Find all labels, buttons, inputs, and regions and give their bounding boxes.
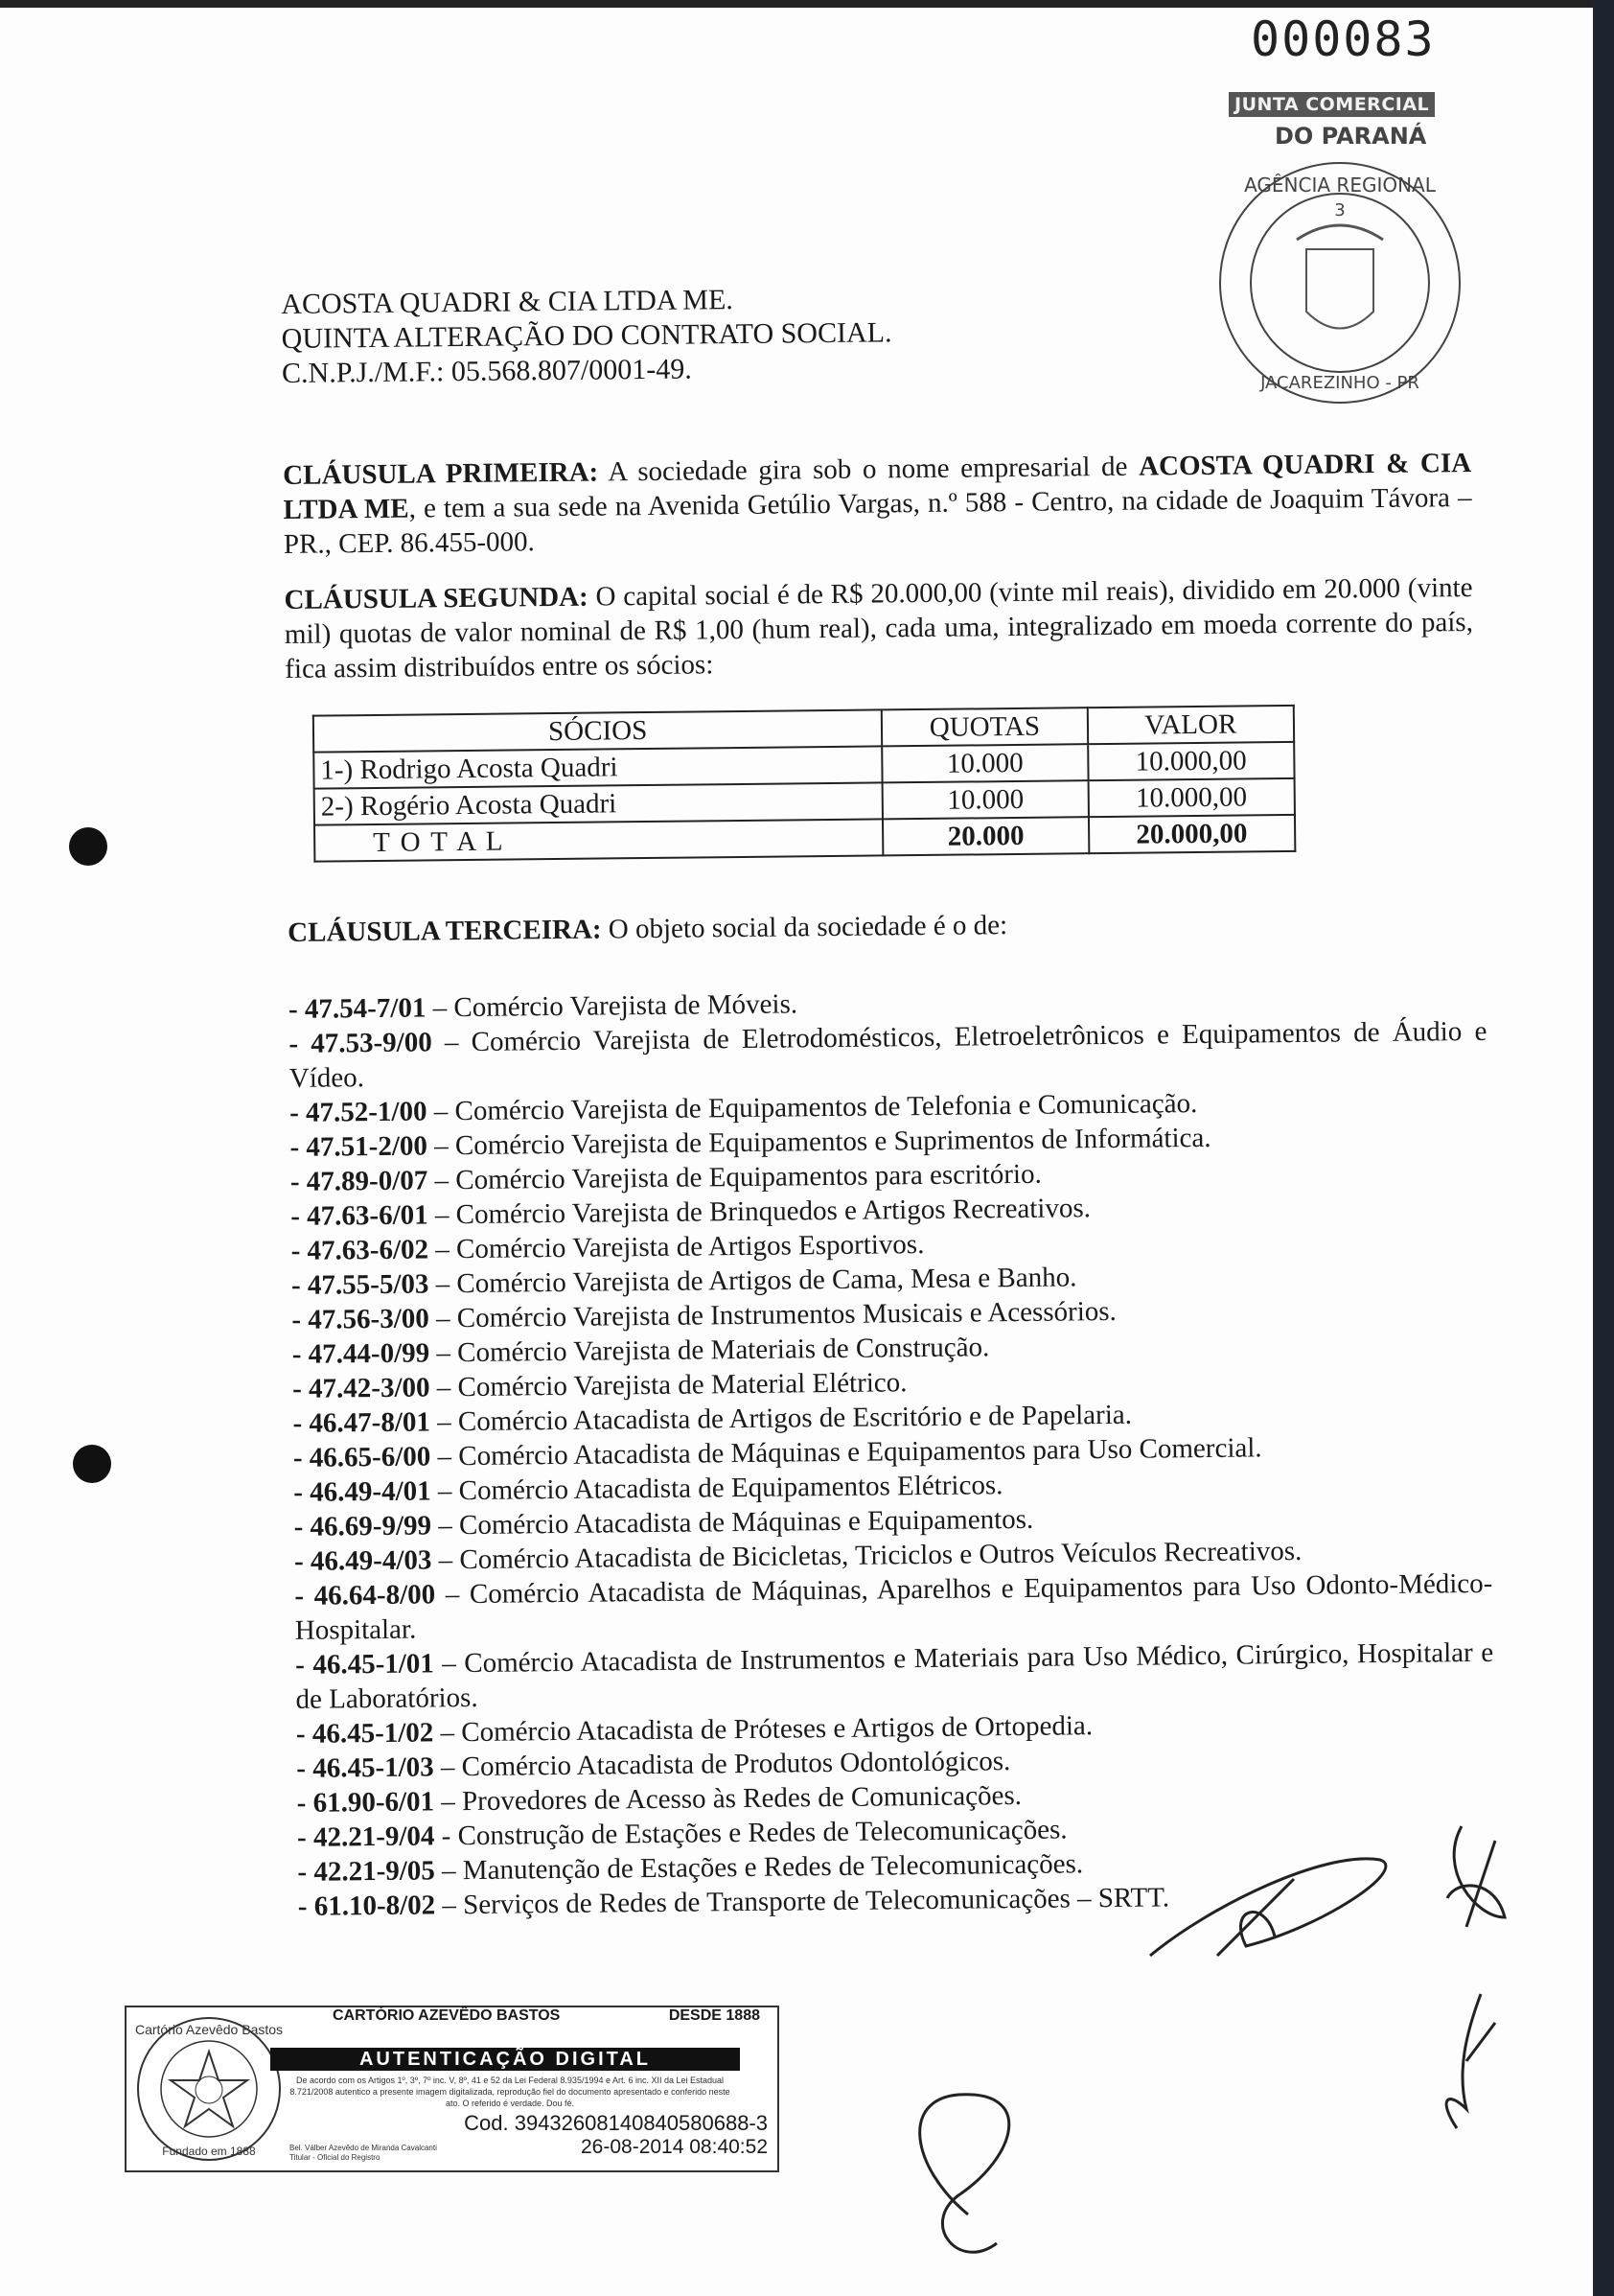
- activity-code: - 46.45-1/02: [295, 1717, 434, 1750]
- activity-description: – Comércio Varejista de Eletrodomésticos, Eletroeletrônicos e Equipamentos de Áudio e Vídeo.: [288, 1015, 1487, 1094]
- authentication-code: Cod. 39432608140840580688-3: [464, 2111, 768, 2135]
- scan-edge-top: [0, 0, 1614, 8]
- svg-text:AGÊNCIA REGIONAL: AGÊNCIA REGIONAL: [1244, 174, 1436, 197]
- activity-code: - 47.51-2/00: [289, 1130, 428, 1163]
- col-header: SÓCIOS: [313, 709, 883, 752]
- activity-code: - 47.63-6/01: [290, 1199, 428, 1232]
- officer-role: Titular - Oficial do Registro: [289, 2153, 380, 2162]
- activity-item: [288, 1014, 1487, 1096]
- clause-title: CLÁUSULA PRIMEIRA:: [283, 456, 599, 491]
- quotas: 10.000: [883, 744, 1089, 782]
- activity-description: – Comércio Varejista de Equipamentos e Suprimentos de Informática.: [427, 1122, 1211, 1162]
- activity-code: - 46.49-4/03: [293, 1544, 432, 1577]
- activity-code: - 47.63-6/02: [290, 1234, 429, 1266]
- binder-hole: [73, 1445, 111, 1483]
- quotas: 10.000: [883, 780, 1089, 819]
- activity-code: - 47.55-5/03: [290, 1268, 429, 1301]
- authentication-stamp: [125, 2006, 779, 2172]
- activity-code: - 46.65-6/00: [292, 1441, 431, 1473]
- activity-code: - 42.21-9/04: [296, 1821, 435, 1853]
- svg-text:JACAREZINHO - PR: JACAREZINHO - PR: [1260, 373, 1419, 393]
- officer-name: Bel. Válber Azevêdo de Miranda Cavalcanti: [289, 2144, 437, 2152]
- activity-description: – Comércio Atacadista de Artigos de Escritório e de Papelaria.: [429, 1399, 1133, 1438]
- svg-text:Fundado em 1888: Fundado em 1888: [162, 2145, 256, 2158]
- activity-description: - Construção de Estações e Redes de Telecomunicações.: [434, 1814, 1068, 1852]
- activity-code: - 42.21-9/05: [297, 1855, 435, 1888]
- binder-hole: [69, 827, 107, 866]
- clause-2: [284, 570, 1473, 686]
- company-name-inline: ACOSTA QUADRI & CIA LTDA ME: [283, 447, 1472, 525]
- document-header: [281, 281, 892, 391]
- activity-description: – Comércio Varejista de Artigos Esportivos.: [427, 1229, 925, 1265]
- clause-text: , e tem a sua sede na Avenida Getúlio Vargas, n.º 588 - Centro, na cidade de Joaquim Távora – PR., CEP. 86.455-000.: [283, 481, 1472, 560]
- page-number: 000083: [1251, 12, 1436, 67]
- activity-description: – Comércio Atacadista de Máquinas e Equipamentos.: [430, 1503, 1034, 1542]
- scan-edge-right: [1593, 0, 1614, 2296]
- activity-code: - 61.10-8/02: [297, 1890, 436, 1922]
- activity-description: – Comércio Varejista de Materiais de Construção.: [428, 1332, 990, 1369]
- activity-description: – Comércio Varejista de Brinquedos e Artigos Recreativos.: [427, 1193, 1092, 1231]
- col-header: QUOTAS: [882, 707, 1088, 746]
- total-label: T O T A L: [314, 819, 884, 861]
- activity-description: – Comércio Varejista de Material Elétrico.: [429, 1367, 908, 1403]
- agencia-regional-seal: [1215, 158, 1464, 407]
- activity-description: – Provedores de Acesso às Redes de Comunicações.: [433, 1779, 1023, 1818]
- activity-code: - 46.69-9/99: [293, 1510, 432, 1542]
- activity-description: – Comércio Atacadista de Instrumentos e Materiais para Uso Médico, Cirúrgico, Hospitalar e de Laboratórios.: [295, 1636, 1494, 1715]
- activity-code: - 47.44-0/99: [291, 1337, 430, 1370]
- value: 10.000,00: [1088, 778, 1295, 817]
- activity-description: – Serviços de Redes de Transporte de Telecomunicações – SRTT.: [435, 1882, 1170, 1921]
- activity-code: - 47.53-9/00: [288, 1027, 432, 1059]
- total-value: 20.000,00: [1089, 815, 1296, 853]
- cartorio-name: CARTÓRIO AZEVÊDO BASTOS: [333, 2007, 561, 2024]
- clause-title: CLÁUSULA SEGUNDA:: [284, 581, 588, 615]
- partners-table: [312, 705, 1297, 863]
- activity-code: - 47.52-1/00: [288, 1096, 427, 1128]
- activity-description: – Comércio Varejista de Móveis.: [426, 988, 798, 1024]
- signature-4: [920, 2095, 1009, 2253]
- activity-description: – Comércio Varejista de Instrumentos Musicais e Acessórios.: [428, 1295, 1118, 1334]
- activity-code: - 46.45-1/01: [295, 1648, 434, 1681]
- activity-description: – Comércio Varejista de Equipamentos para escritório.: [427, 1158, 1042, 1196]
- activity-description: – Comércio Atacadista de Máquinas, Aparelhos e Equipamentos para Uso Odonto-Médico-Hospitalar.: [294, 1567, 1493, 1646]
- activity-description: – Manutenção de Estações e Redes de Telecomunicações.: [434, 1848, 1084, 1887]
- activity-description: – Comércio Atacadista de Máquinas e Equipamentos para Uso Comercial.: [430, 1432, 1262, 1473]
- activity-description: – Comércio Atacadista de Produtos Odontológicos.: [433, 1746, 1011, 1783]
- cartorio-seal: [132, 2013, 286, 2165]
- clause-title: CLÁUSULA TERCEIRA:: [288, 914, 602, 948]
- col-header: VALOR: [1087, 706, 1294, 744]
- activity-description: – Comércio Atacadista de Equipamentos Elétricos.: [430, 1470, 1003, 1507]
- activity-description: – Comércio Atacadista de Próteses e Artigos de Ortopedia.: [433, 1710, 1094, 1749]
- activity-code: - 47.56-3/00: [291, 1303, 429, 1335]
- activities-list: [288, 980, 1496, 1924]
- clause-1: [283, 446, 1472, 562]
- authentication-datetime: 26-08-2014 08:40:52: [581, 2136, 768, 2158]
- junta-comercial-logo: JUNTA COMERCIAL: [1229, 92, 1435, 117]
- activity-code: - 47.42-3/00: [292, 1372, 430, 1404]
- svg-text:3: 3: [1334, 200, 1346, 220]
- officer: [289, 2144, 437, 2163]
- activity-description: – Comércio Atacadista de Bicicletas, Triciclos e Outros Veículos Recreativos.: [431, 1535, 1303, 1576]
- clause-3: [288, 903, 1476, 950]
- clause-text: A sociedade gira sob o nome empresarial de: [598, 451, 1140, 488]
- total-quotas: 20.000: [883, 817, 1089, 855]
- value: 10.000,00: [1088, 742, 1295, 780]
- authentication-banner: AUTENTICAÇÃO DIGITAL: [270, 2048, 740, 2071]
- activity-description: – Comércio Varejista de Artigos de Cama, Mesa e Banho.: [428, 1262, 1077, 1300]
- activity-item: [295, 1635, 1494, 1717]
- activity-code: - 46.45-1/03: [296, 1751, 434, 1784]
- document-title: QUINTA ALTERAÇÃO DO CONTRATO SOCIAL.: [281, 316, 892, 355]
- activity-code: - 47.54-7/01: [288, 992, 427, 1025]
- svg-text:Cartório Azevêdo Bastos: Cartório Azevêdo Bastos: [134, 2022, 284, 2037]
- partner-name: 1-) Rodrigo Acosta Quadri: [313, 746, 883, 788]
- activity-code: - 46.64-8/00: [294, 1579, 436, 1612]
- activity-code: - 46.49-4/01: [293, 1475, 431, 1508]
- cartorio-since: DESDE 1888: [668, 2007, 760, 2024]
- activity-code: - 46.47-8/01: [292, 1406, 431, 1439]
- clause-text: O objeto social da sociedade é o de:: [601, 910, 1008, 945]
- clause-text: O capital social é de R$ 20.000,00 (vinte mil reais), dividido em 20.000 (vinte mil) quotas de valor nominal de R$ 1,00 (hum real), cada uma, integralizado em moeda corrente do país, fica assim distribuídos entre os sócios:: [284, 571, 1474, 684]
- partner-name: 2-) Rogério Acosta Quadri: [314, 782, 884, 824]
- cnpj: C.N.P.J./M.F.: 05.568.807/0001-49.: [281, 353, 692, 389]
- activity-code: - 61.90-6/01: [296, 1786, 435, 1819]
- activity-item: [294, 1566, 1493, 1648]
- junta-state: DO PARANÁ: [1275, 123, 1427, 150]
- legal-text: De acordo com os Artigos 1º, 3º, 7º inc. V, 8º, 41 e 52 da Lei Federal 8.935/1994 e Art. 6 inc. XII da Lei Estadual 8.721/2008 autentico a presente imagem digitalizada, reprodução fiel do documento apresentado e conferido neste ato. O referido é verdade. Dou fé.: [289, 2076, 730, 2108]
- activity-code: - 47.89-0/07: [289, 1165, 428, 1197]
- activity-description: – Comércio Varejista de Equipamentos de Telefonia e Comunicação.: [427, 1088, 1198, 1127]
- company-name: ACOSTA QUADRI & CIA LTDA ME.: [281, 284, 734, 320]
- signature-3: [1446, 1994, 1495, 2128]
